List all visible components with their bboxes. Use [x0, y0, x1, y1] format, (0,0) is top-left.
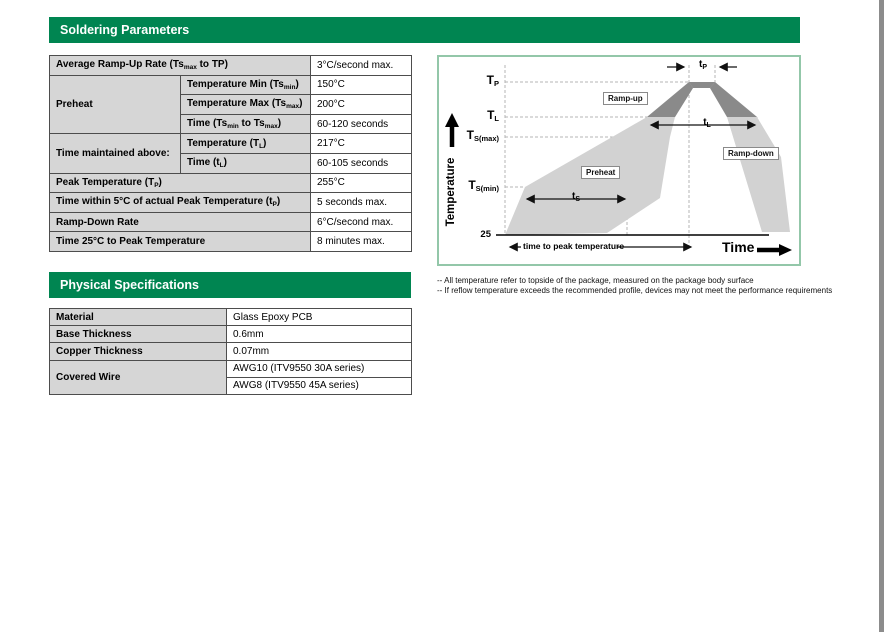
- reflow-profile-chart: [437, 55, 801, 266]
- param-value: 255°C: [311, 173, 412, 193]
- y-axis-title: Temperature: [445, 157, 457, 227]
- physical-specifications-title: Physical Specifications: [60, 278, 199, 292]
- param-label: Time $(t_L)$: [181, 153, 311, 173]
- ylabel-25: 25: [480, 229, 491, 240]
- param-value: 60-105 seconds: [311, 153, 412, 173]
- table-row: [50, 343, 412, 360]
- physical-specifications-header: [49, 272, 411, 298]
- param-label: Temperature $(T_L)$: [181, 134, 311, 154]
- param-value: 8 minutes max.: [311, 232, 412, 252]
- table-row: [50, 75, 412, 95]
- param-label: Temperature Min $(Ts_{min})$: [181, 75, 311, 95]
- param-label: Time within 5°C of actual Peak Temperature $(t_P)$: [50, 193, 311, 213]
- ylabel-tl: TL: [487, 108, 499, 123]
- chart-footnotes: [437, 276, 877, 295]
- page-edge-shadow: [879, 0, 884, 632]
- param-label: Peak Temperature $(T_P)$: [50, 173, 311, 193]
- table-row: [50, 56, 412, 76]
- param-label: Time ($Ts_{min}$ to $Ts_{max}$): [181, 114, 311, 134]
- ramp-up-label: Ramp-up: [603, 92, 648, 105]
- table-row: [50, 212, 412, 232]
- time-axis-arrow-icon: [779, 244, 792, 256]
- param-label: Temperature Max $(Ts_{max})$: [181, 95, 311, 115]
- spec-value: Glass Epoxy PCB: [227, 309, 412, 326]
- param-value: 150°C: [311, 75, 412, 95]
- param-group-label: Preheat: [50, 75, 181, 134]
- ramp-down-region: [710, 82, 757, 117]
- table-row: [50, 193, 412, 213]
- spec-value: 0.07mm: [227, 343, 412, 360]
- table-row: [50, 309, 412, 326]
- ramp-up-region: [647, 82, 693, 117]
- table-row: [50, 360, 412, 377]
- param-label: Time 25°C to Peak Temperature: [50, 232, 311, 252]
- param-value: 5 seconds max.: [311, 193, 412, 213]
- tl-duration-label: $t_L$: [703, 117, 711, 129]
- x-axis-title: Time: [722, 239, 755, 255]
- table-row: [50, 326, 412, 343]
- table-row: [50, 232, 412, 252]
- ylabel-tsmax: TS(max): [466, 128, 499, 143]
- spec-value: AWG10 (ITV9550 30A series): [227, 360, 412, 377]
- param-value: 6°C/second max.: [311, 212, 412, 232]
- soldering-parameters-header: [49, 17, 800, 43]
- param-label: Ramp-Down Rate: [50, 212, 311, 232]
- footnote-line: -- All temperature refer to topside of the package, measured on the package body surface: [437, 276, 754, 285]
- ramp-down-label: Ramp-down: [723, 147, 779, 160]
- physical-specifications-table: [49, 308, 412, 395]
- param-value: 3°C/second max.: [311, 56, 412, 76]
- spec-label: Covered Wire: [50, 360, 227, 394]
- table-row: [50, 134, 412, 154]
- ylabel-tsmin: TS(min): [468, 178, 499, 193]
- soldering-parameters-title: Soldering Parameters: [60, 23, 190, 37]
- soldering-parameters-table: [49, 55, 412, 252]
- time-to-peak-label: time to peak temperature: [523, 241, 625, 251]
- param-group-label: Time maintained above:: [50, 134, 181, 173]
- ts-duration-label: $t_S$: [571, 191, 580, 203]
- spec-value: AWG8 (ITV9550 45A series): [227, 377, 412, 394]
- param-value: 200°C: [311, 95, 412, 115]
- footnote-line: -- If reflow temperature exceeds the recommended profile, devices may not meet the performance requirements: [437, 285, 833, 295]
- param-value: 60-120 seconds: [311, 114, 412, 134]
- spec-label: Copper Thickness: [50, 343, 227, 360]
- table-row: [50, 173, 412, 193]
- ylabel-tp: TP: [486, 73, 499, 88]
- preheat-label: Preheat: [581, 166, 620, 179]
- spec-value: 0.6mm: [227, 326, 412, 343]
- spec-label: Base Thickness: [50, 326, 227, 343]
- tp-duration-label: $t_P$: [698, 59, 707, 71]
- spec-label: Material: [50, 309, 227, 326]
- param-label: Average Ramp-Up Rate ($Ts_{max}$ to TP): [50, 56, 311, 76]
- param-value: 217°C: [311, 134, 412, 154]
